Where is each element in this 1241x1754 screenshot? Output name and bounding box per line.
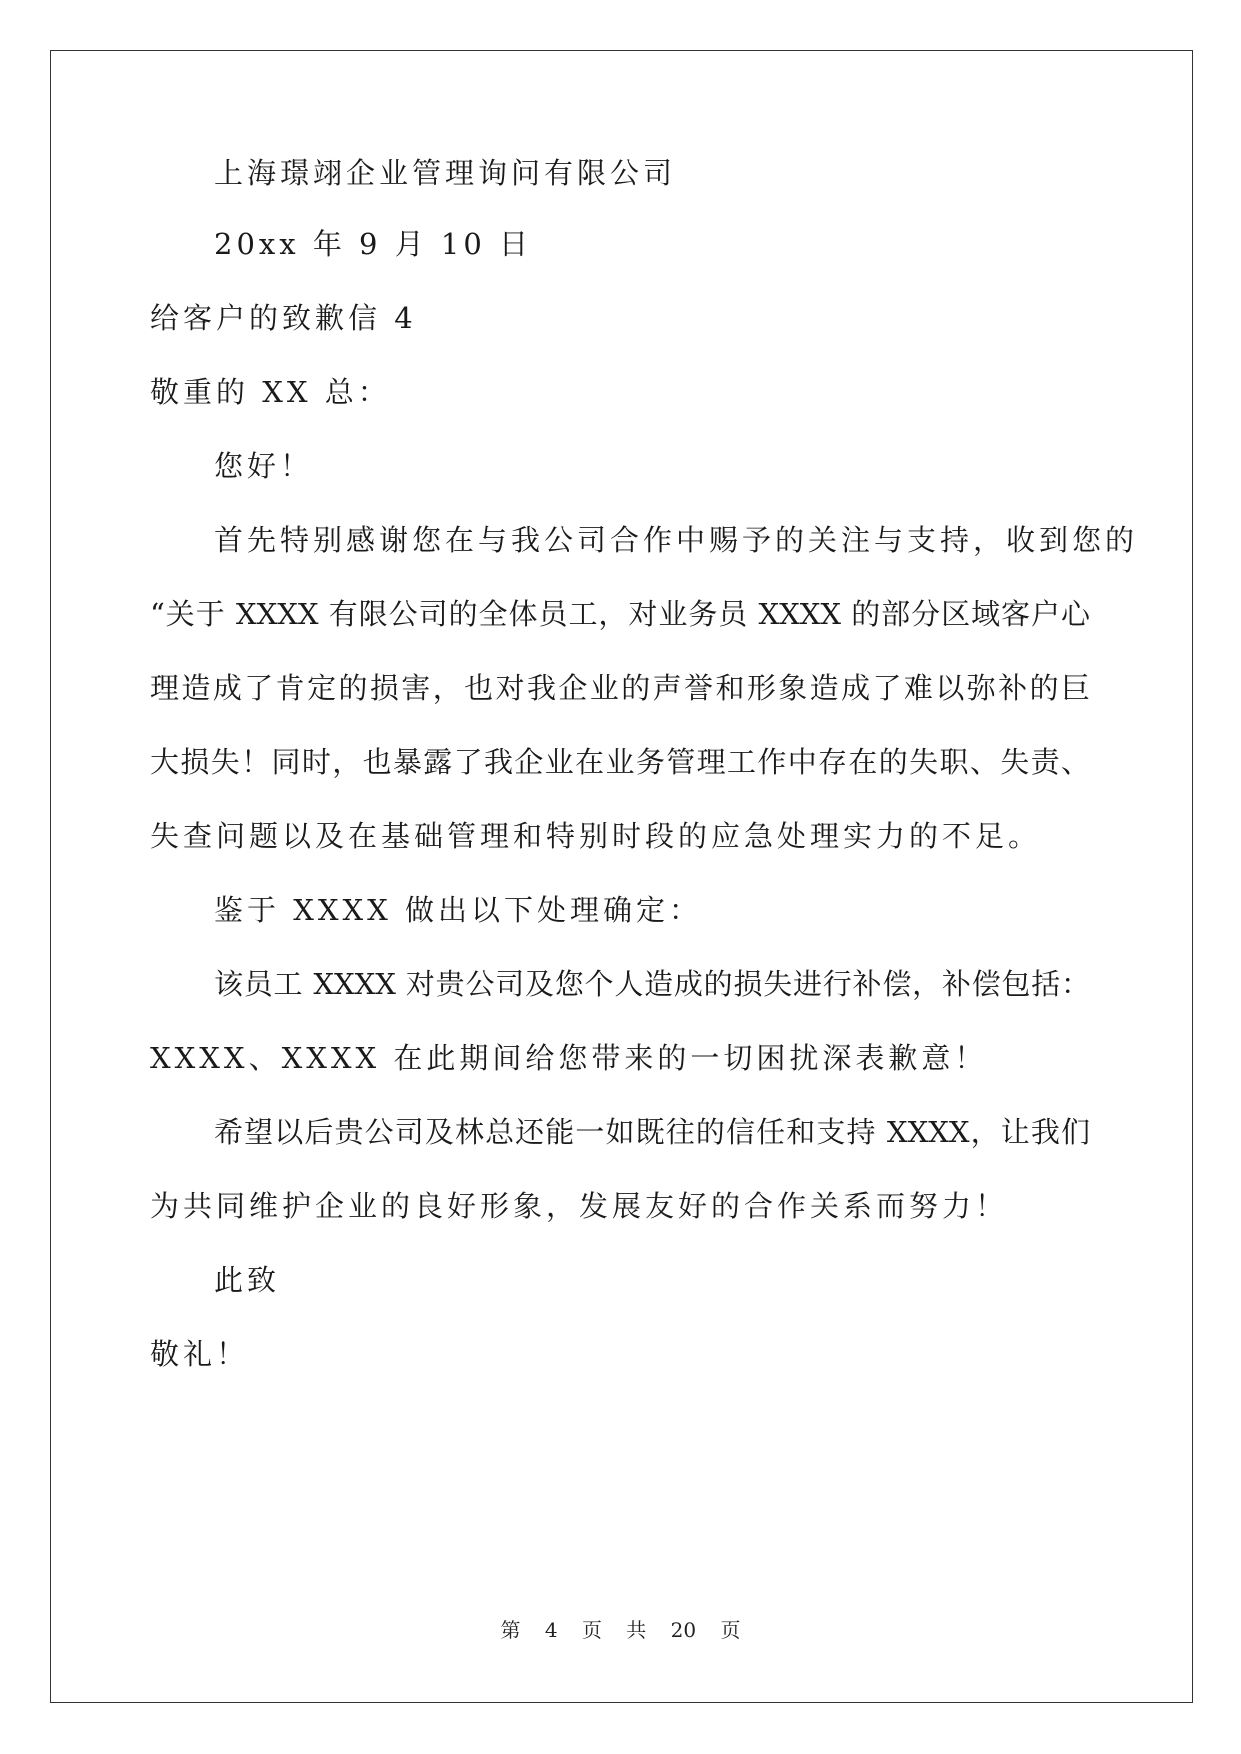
paragraph-line: 希望以后贵公司及林总还能一如既往的信任和支持 XXXX，让我们 xyxy=(214,1115,1090,1149)
paragraph-line: 为共同维护企业的良好形象，发展友好的合作关系而努力！ xyxy=(150,1189,1009,1223)
paragraph-line: 鉴于 XXXX 做出以下处理确定： xyxy=(214,893,703,927)
page-number: 第 4 页 共 20 页 xyxy=(500,1618,741,1642)
paragraph-line: 该员工 XXXX 对贵公司及您个人造成的损失进行补偿，补偿包括： xyxy=(214,967,1090,1001)
paragraph-line: 首先特别感谢您在与我公司合作中赐予的关注与支持，收到您的 xyxy=(214,523,1139,557)
greeting: 您好！ xyxy=(214,449,314,483)
paragraph-line: 失查问题以及在基础管理和特别时段的应急处理实力的不足。 xyxy=(150,819,1042,853)
paragraph-line: “关于 XXXX 有限公司的全体员工，对业务员 XXXX 的部分区域客户心 xyxy=(150,597,1090,631)
salutation: 敬重的 XX 总： xyxy=(150,375,391,409)
paragraph-line: 理造成了肯定的损害，也对我企业的声誉和形象造成了难以弥补的巨 xyxy=(150,671,1090,705)
signature-date: 20xx 年 9 月 10 日 xyxy=(214,227,533,261)
closing-line: 此致 xyxy=(214,1263,281,1297)
signature-company: 上海璟翊企业管理询问有限公司 xyxy=(214,156,677,190)
letter-title: 给客户的致歉信 4 xyxy=(150,301,417,335)
paragraph-line: XXXX、XXXX 在此期间给您带来的一切困扰深表歉意！ xyxy=(150,1041,988,1075)
closing-line: 敬礼！ xyxy=(150,1337,250,1371)
paragraph-line: 大损失！同时，也暴露了我企业在业务管理工作中存在的失职、失责、 xyxy=(150,745,1090,779)
